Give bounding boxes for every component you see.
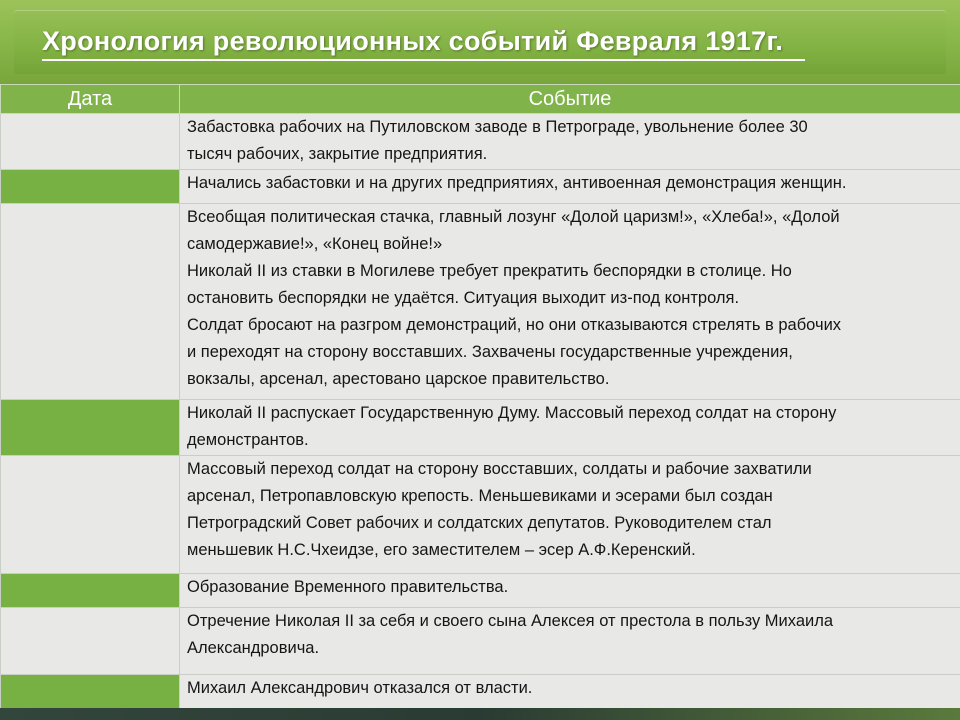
table-row <box>1 114 960 170</box>
table-row <box>1 675 960 709</box>
table-row <box>1 170 960 204</box>
date-cell <box>1 170 180 204</box>
event-cell <box>180 170 960 204</box>
table-header-row <box>1 85 960 114</box>
table-row <box>1 608 960 675</box>
date-cell <box>1 456 180 574</box>
title-bar <box>0 0 960 84</box>
date-cell <box>1 608 180 675</box>
event-text: Образование Временного правительства. <box>187 578 509 596</box>
event-text: Массовый переход солдат на сторону восставших, солдаты и рабочие захватили арсенал, Петропавловскую крепость. Меньшевиками и эсерами был создан Петроградский Совет рабочих и солдатских депутатов. Руководителем стал меньшевик Н.С.Чхеидзе, его заместителем – эсер А.Ф.Керенский. <box>187 460 812 559</box>
event-cell <box>180 574 960 608</box>
date-cell <box>1 204 180 400</box>
event-text: Николай II распускает Государственную Думу. Массовый переход солдат на сторону демонстрантов. <box>187 404 837 449</box>
bottom-decor-strip <box>0 708 960 720</box>
event-cell <box>180 400 960 456</box>
event-text: Всеобщая политическая стачка, главный лозунг «Долой царизм!», «Хлеба!», «Долой самодержавие!», «Конец войне!» Николай II из ставки в Могилеве требует прекратить беспорядки в столице. Но остановить беспорядки не удаётся. Ситуация выходит из-под контроля. Солдат бросают на разгром демонстраций, но они отказываются стрелять в рабочих и переходят на сторону восставших. Захвачены государственные учреждения, вокзалы, арсенал, арестовано царское правительство. <box>187 208 842 388</box>
event-text: Отречение Николая II за себя и своего сына Алексея от престола в пользу Михаила Александровича. <box>187 612 834 657</box>
page-title: Хронология революционных событий Февраля 1917г. <box>42 26 805 61</box>
event-cell <box>180 204 960 400</box>
column-header-date: Дата <box>1 85 180 114</box>
event-text: Михаил Александрович отказался от власти. <box>187 679 533 697</box>
date-cell <box>1 400 180 456</box>
date-cell <box>1 675 180 709</box>
event-cell <box>180 608 960 675</box>
column-header-event: Событие <box>180 85 960 114</box>
chronology-table <box>0 84 960 709</box>
event-cell <box>180 675 960 709</box>
date-cell <box>1 574 180 608</box>
event-text: Забастовка рабочих на Путиловском заводе в Петрограде, увольнение более 30 тысяч рабочих, закрытие предприятия. <box>187 118 808 163</box>
table-row <box>1 400 960 456</box>
table-row <box>1 574 960 608</box>
event-cell <box>180 456 960 574</box>
event-text: Начались забастовки и на других предприятиях, антивоенная демонстрация женщин. <box>187 174 847 192</box>
table-row <box>1 204 960 400</box>
table-row <box>1 456 960 574</box>
event-cell <box>180 114 960 170</box>
date-cell <box>1 114 180 170</box>
